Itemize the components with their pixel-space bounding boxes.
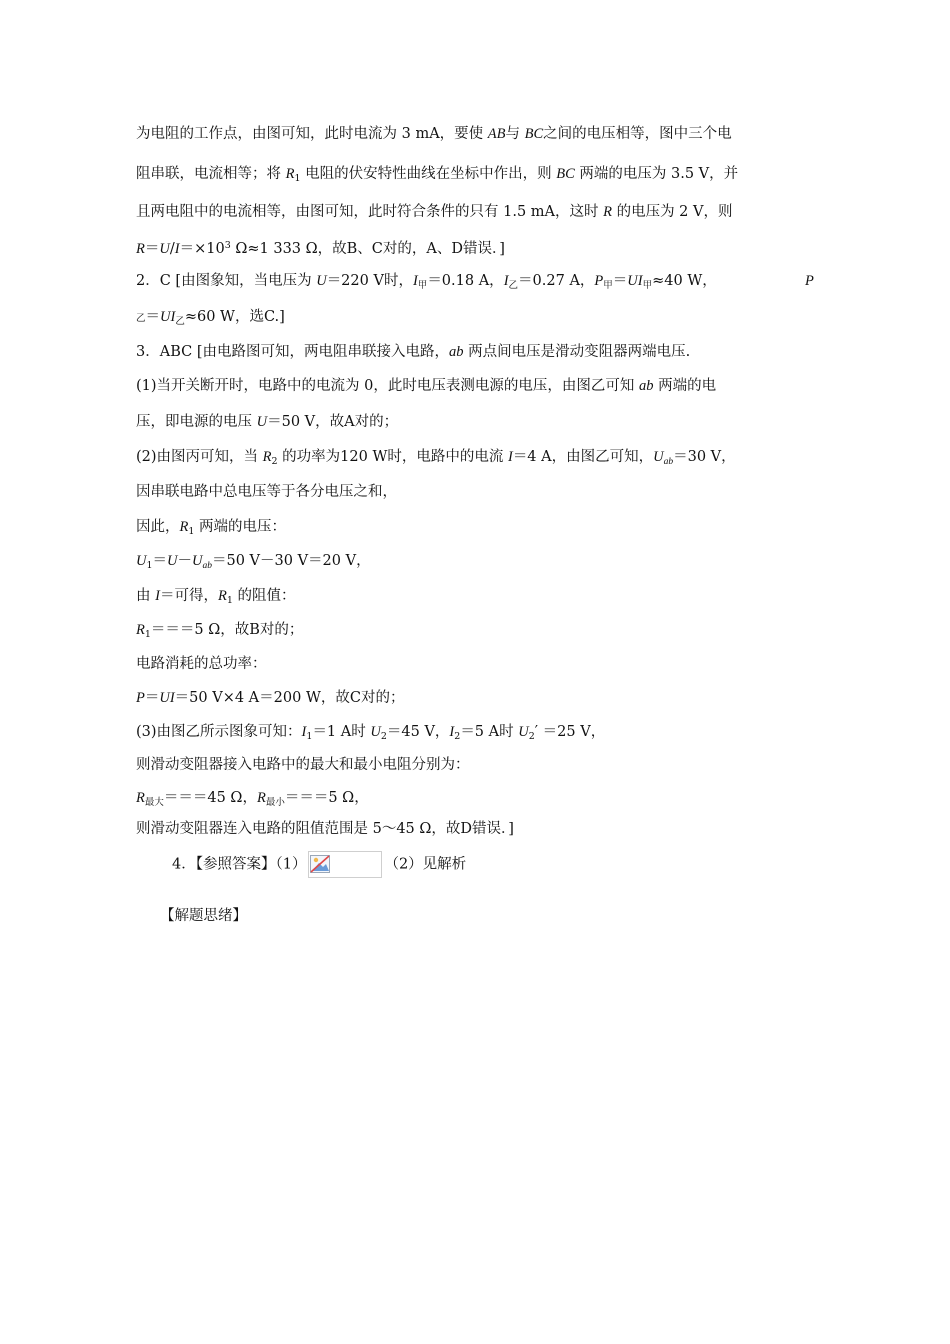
text-line-23: 【解题思绪】 (160, 908, 247, 924)
text-line-17: P＝UI＝50 V×4 A＝200 W，故C对的； (136, 690, 405, 706)
text-line-5: 2．C [由图象知，当电压为 U＝220 V时，$I_甲=0.18$ A，$I_乙=0.27$ A，$P_甲=UI_甲\approx 40$ W， P (136, 273, 814, 291)
text-line-7: 3．ABC [由电路图可知，两电阻串联接入电路，ab 两点间电压是滑动变阻器两端电压. (136, 344, 691, 360)
text-line-10: (2)由图丙可知，当 $R_2$ 的功率为120 W时，电路中的电流 I＝4 A，由图乙可知，$U_{ab}=30$ V， (136, 449, 736, 467)
text-line-18: (3)由图乙所示图象可知：$I_1=1$ A时 $U_2=45$ V，$I_2=5$ A时 $U_2' =25$ V， (136, 724, 606, 742)
text-line-19: 则滑动变阻器接入电路中的最大和最小电阻分别为： (136, 757, 470, 773)
broken-image-placeholder (308, 851, 382, 878)
text-line-15: $R_1===5$ Ω，故B对的； (136, 622, 304, 640)
text-line-12: 因此，$R_1$ 两端的电压： (136, 519, 287, 537)
text-line-20: $R_{最大}===45$ Ω，$R_{最小}===5$ Ω， (136, 790, 369, 808)
broken-image-icon (310, 855, 330, 873)
text-line-14: 由 I＝可得，$R_1$ 的阻值： (136, 588, 296, 606)
text-line-11: 因串联电路中总电压等于各分电压之和， (136, 484, 397, 500)
text-line-1: 为电阻的工作点，由图可知，此时电流为 3 mA，要使 AB与 BC之间的电压相等，图中三个电 (136, 126, 732, 142)
text-line-9: 压，即电源的电压 U＝50 V，故A对的； (136, 414, 399, 430)
text-line-2: 阻串联，电流相等；将 $R_1$ 电阻的伏安特性曲线在坐标中作出，则 BC 两端的电压为 3.5 V，并 (136, 166, 739, 184)
text-line-13: $U_1=U-U_{ab}=50$ V－30 V＝20 V， (136, 553, 371, 571)
text-line-8: (1)当开关断开时，电路中的电流为 0，此时电压表测电源的电压，由图乙可知 ab 两端的电 (136, 378, 717, 394)
text-line-22: 4．【参照答案】（1） （2）见解析 (172, 851, 466, 878)
text-line-4: $R=U/I=\times 10^3$ Ω≈1 333 Ω，故B、C对的，A、D错误．] (136, 240, 505, 257)
text-line-3: 且两电阻中的电流相等，由图可知，此时符合条件的只有 1.5 mA，这时 R 的电压为 2 V，则 (136, 204, 733, 220)
text-line-16: 电路消耗的总功率： (136, 656, 267, 672)
text-line-21: 则滑动变阻器连入电路的阻值范围是 5～45 Ω，故D错误．] (136, 821, 514, 837)
text-line-6: 乙$=UI_乙\approx 60$ W，选C.] (136, 309, 285, 327)
